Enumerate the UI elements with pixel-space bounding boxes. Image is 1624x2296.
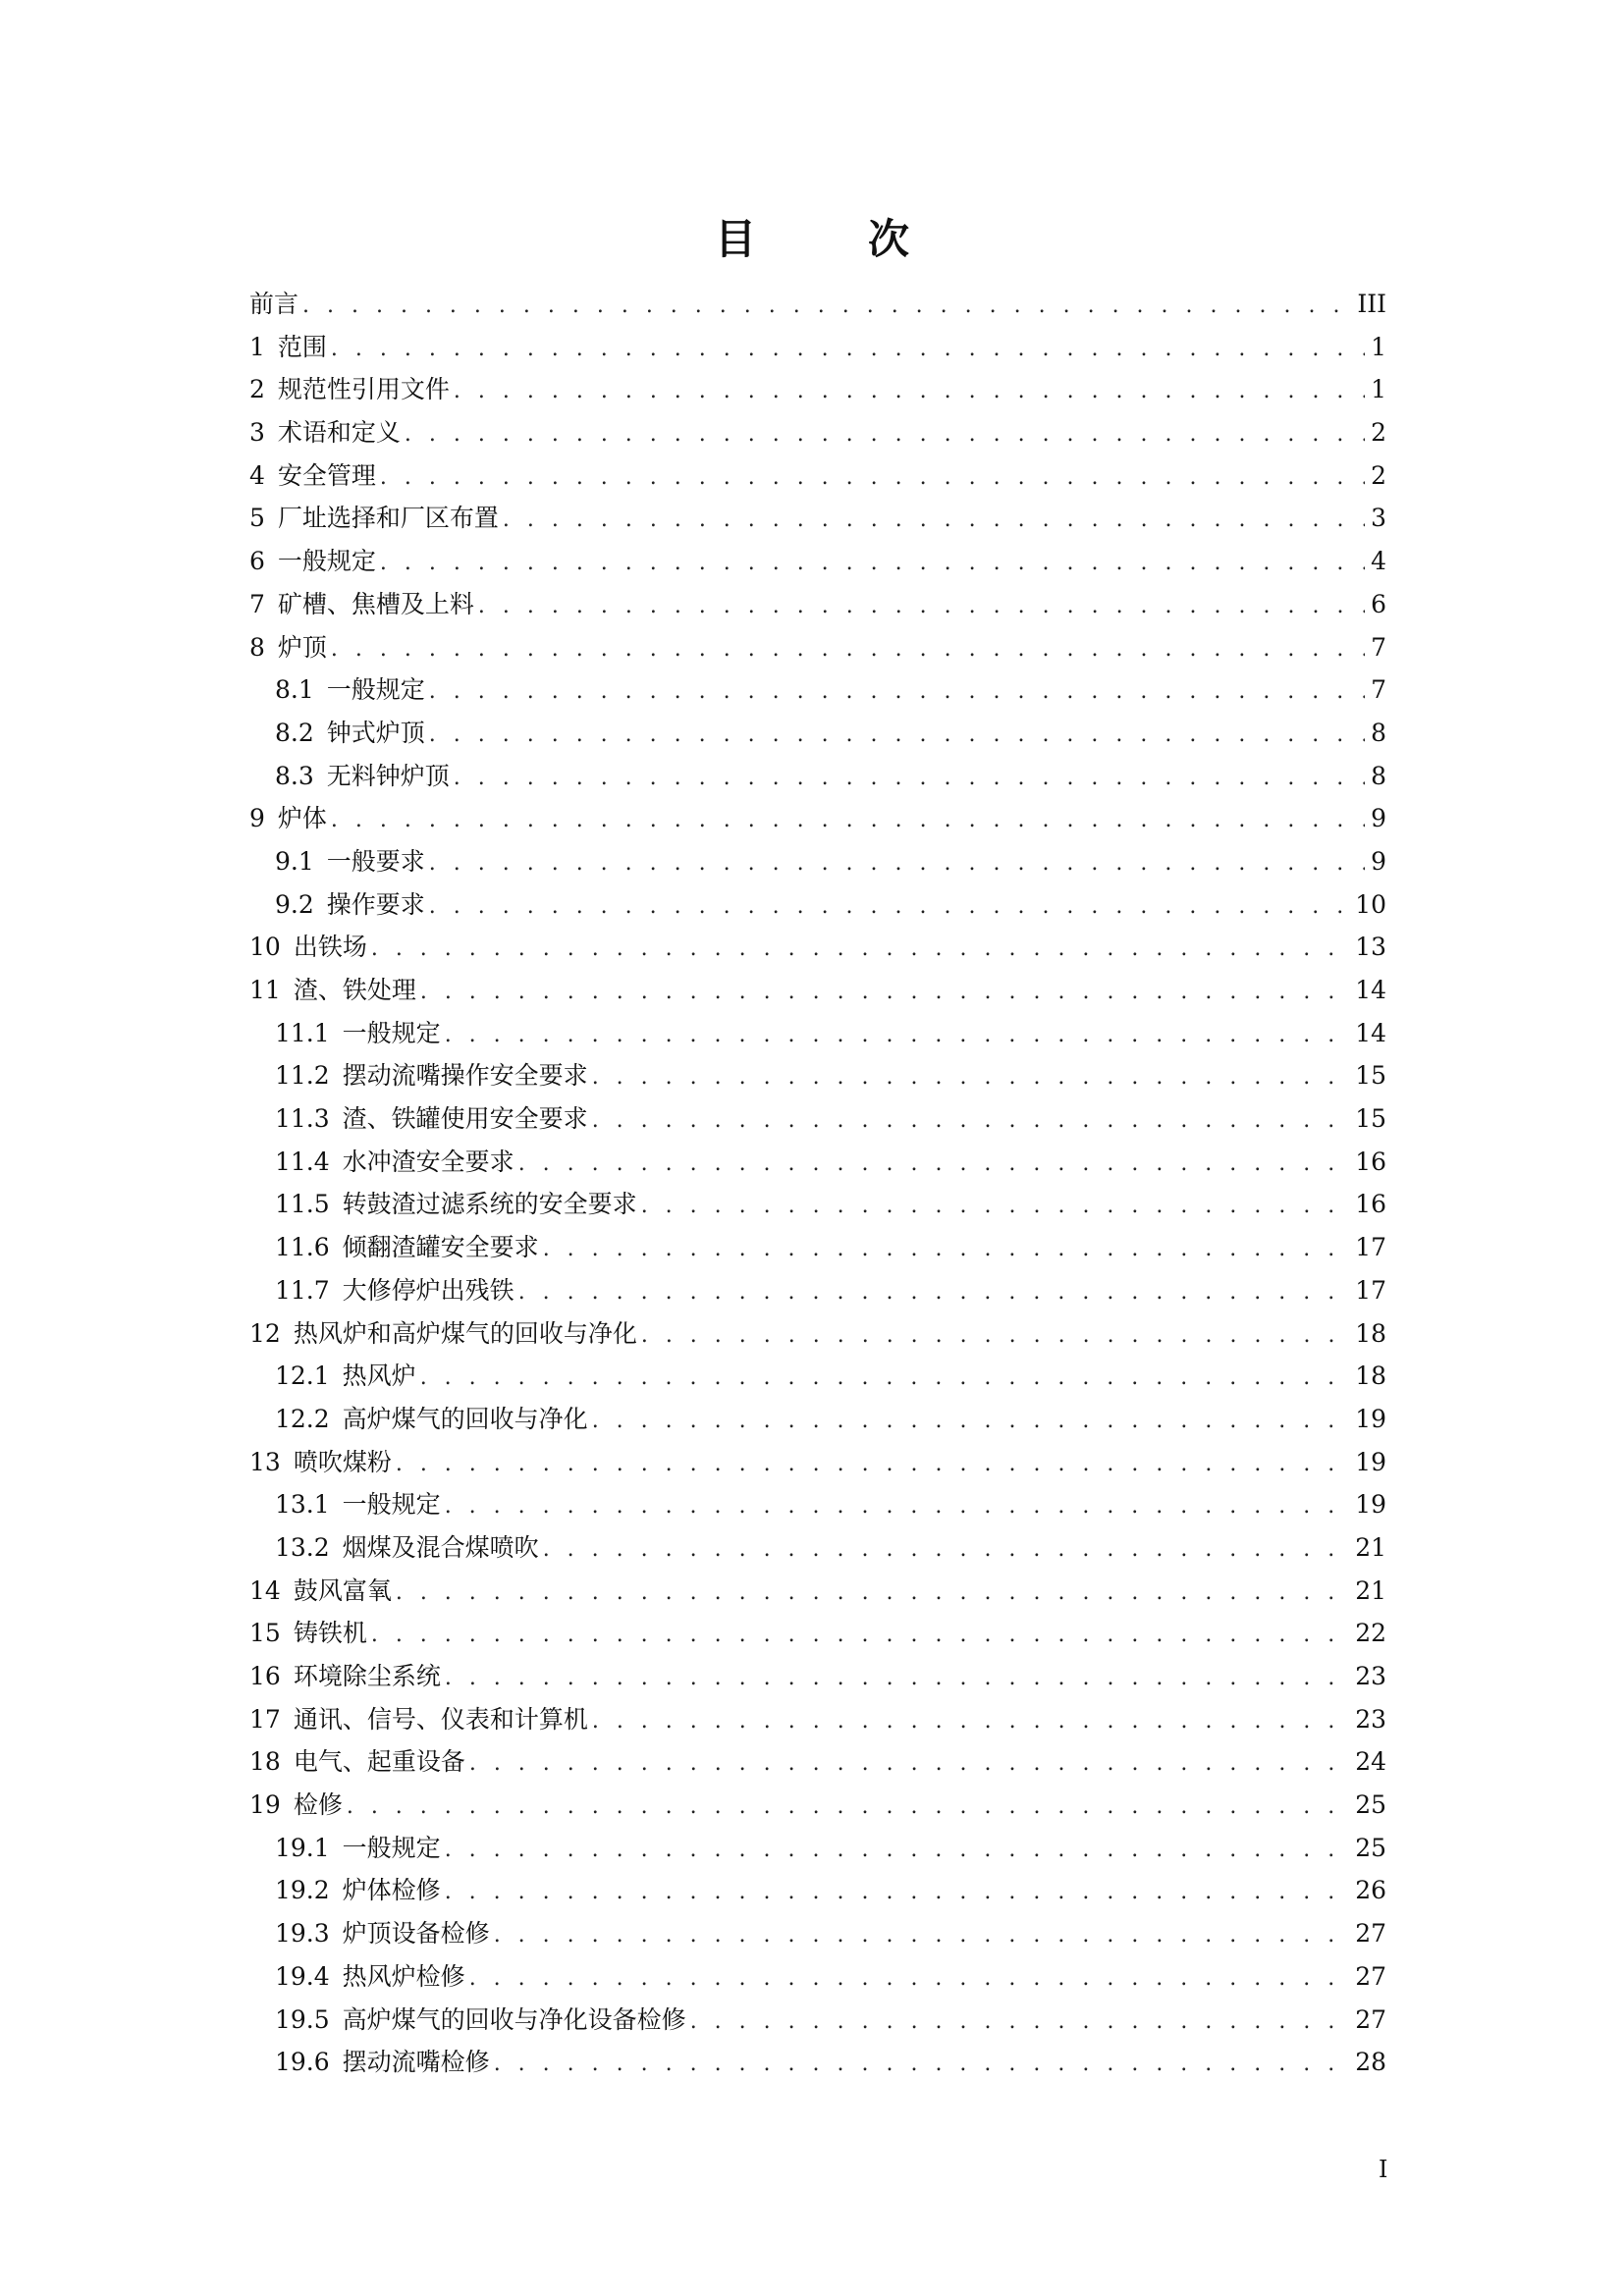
toc-entry-page: 17: [1355, 1275, 1386, 1305]
toc-entry-title: 检修: [293, 1790, 343, 1820]
toc-entry-number: 18: [249, 1747, 281, 1777]
toc-entry-page: 14: [1355, 976, 1386, 1004]
toc-entry[interactable]: [249, 1312, 1386, 1356]
toc-dot-leader: [429, 670, 1365, 714]
toc-entry-title: 炉顶设备检修: [342, 1919, 490, 1949]
toc-entry-title: 一般规定: [326, 675, 425, 705]
toc-dot-leader: [592, 1400, 1350, 1443]
toc-entry-title: 渣、铁罐使用安全要求: [342, 1104, 588, 1134]
toc-dot-leader: [543, 1528, 1350, 1572]
toc-entry-number: 4: [249, 460, 265, 490]
toc-entry-page: 27: [1355, 1919, 1386, 1949]
toc-entry-title: 摆动流嘴检修: [342, 2048, 490, 2077]
toc-entry-title: 操作要求: [326, 889, 425, 919]
toc-entry-page: 15: [1355, 1104, 1386, 1134]
toc-entry-title: 一般规定: [342, 1490, 441, 1520]
toc-entry[interactable]: [249, 1012, 1386, 1055]
toc-entry[interactable]: [249, 1784, 1386, 1827]
toc-entry-number: 12.1: [275, 1362, 330, 1391]
toc-entry[interactable]: [249, 1827, 1386, 1870]
toc-entry-page: 28: [1355, 2048, 1386, 2077]
toc-entry-title: 一般规定: [342, 1833, 441, 1862]
toc-dot-leader: [331, 799, 1365, 842]
toc-entry[interactable]: [249, 755, 1386, 798]
toc-entry-number: 9.2: [275, 889, 314, 919]
toc-entry[interactable]: [249, 540, 1386, 583]
toc-entry-number: 19.1: [275, 1833, 330, 1862]
toc-entry-page: 24: [1355, 1747, 1386, 1777]
toc-entry-title: 转鼓渣过滤系统的安全要求: [342, 1190, 637, 1219]
toc-dot-leader: [302, 285, 1351, 328]
toc-entry-number: 11.2: [275, 1061, 330, 1091]
toc-entry-number: 9.1: [275, 846, 314, 876]
toc-entry-page: 23: [1355, 1662, 1386, 1690]
toc-entry-number: 12.2: [275, 1404, 330, 1433]
toc-entry-title: 通讯、信号、仪表和计算机: [293, 1704, 588, 1734]
toc-entry-title: 前言: [249, 290, 299, 318]
toc-entry-page: 25: [1355, 1790, 1386, 1820]
toc-entry-title: 一般规定: [277, 547, 376, 576]
toc-dot-leader: [429, 714, 1365, 757]
toc-entry-page: 21: [1355, 1532, 1386, 1562]
toc-entry[interactable]: [249, 1054, 1386, 1097]
toc-dot-leader: [494, 1914, 1350, 1957]
toc-entry-page: 1: [1371, 332, 1386, 361]
toc-dot-leader: [454, 757, 1365, 800]
toc-entry-title: 高炉煤气的回收与净化: [342, 1404, 588, 1433]
toc-entry-title: 炉体检修: [342, 1876, 441, 1905]
toc-dot-leader: [396, 1443, 1349, 1486]
toc-entry[interactable]: [249, 1526, 1386, 1570]
toc-entry-page: 2: [1371, 418, 1386, 448]
toc-entry-number: 16: [249, 1662, 281, 1690]
toc-entry-title: 铸铁机: [293, 1619, 367, 1648]
toc-entry[interactable]: [249, 969, 1386, 1012]
toc-entry-title: 倾翻渣罐安全要求: [342, 1233, 539, 1262]
toc-entry-title: 范围: [277, 332, 327, 361]
toc-entry-number: 8.2: [275, 718, 314, 747]
toc-entry-page: 6: [1371, 589, 1386, 618]
toc-entry-number: 19.2: [275, 1876, 330, 1905]
toc-entry-number: 8.3: [275, 761, 314, 790]
toc-entry-number: 9: [249, 804, 265, 833]
toc-entry-page: 27: [1355, 2004, 1386, 2034]
toc-entry-page: 25: [1355, 1833, 1386, 1862]
toc-entry-title: 大修停炉出残铁: [342, 1275, 514, 1305]
toc-dot-leader: [469, 1957, 1350, 2001]
toc-entry-title: 鼓风富氧: [293, 1575, 392, 1605]
toc-entry[interactable]: [249, 1097, 1386, 1141]
toc-entry-page: 8: [1371, 761, 1386, 790]
toc-entry-title: 规范性引用文件: [277, 375, 450, 404]
toc-entry-number: 11.5: [275, 1190, 330, 1219]
toc-entry-page: 7: [1371, 632, 1386, 662]
toc-dot-leader: [420, 971, 1349, 1014]
toc-entry[interactable]: [249, 1912, 1386, 1955]
toc-entry[interactable]: [249, 1869, 1386, 1912]
toc-entry-number: 1: [249, 332, 265, 361]
toc-dot-leader: [445, 1871, 1350, 1914]
toc-dot-leader: [429, 842, 1365, 885]
toc-entry[interactable]: [249, 411, 1386, 454]
toc-entry-page: 19: [1355, 1447, 1386, 1476]
toc-entry-number: 13.1: [275, 1490, 330, 1520]
toc-entry[interactable]: [249, 1398, 1386, 1441]
toc-entry-title: 钟式炉顶: [326, 718, 425, 747]
toc-dot-leader: [478, 585, 1365, 628]
toc-dot-leader: [518, 1143, 1350, 1186]
page-title: 目 次: [714, 215, 945, 263]
toc-dot-leader: [592, 1700, 1349, 1743]
toc-entry-title: 矿槽、焦槽及上料: [277, 589, 474, 618]
toc-entry-page: 7: [1371, 675, 1386, 705]
toc-entry-title: 厂址选择和厂区布置: [277, 504, 499, 533]
toc-entry[interactable]: [249, 497, 1386, 540]
toc-entry[interactable]: [249, 1226, 1386, 1269]
toc-entry-page: 19: [1355, 1404, 1386, 1433]
toc-entry[interactable]: [249, 1740, 1386, 1784]
toc-entry-title: 摆动流嘴操作安全要求: [342, 1061, 588, 1091]
toc-entry-page: 15: [1355, 1061, 1386, 1091]
toc-entry-title: 水冲渣安全要求: [342, 1147, 514, 1176]
toc-entry-number: 19.3: [275, 1919, 330, 1949]
toc-entry-title: 术语和定义: [277, 418, 401, 448]
toc-entry-number: 8: [249, 632, 265, 662]
toc-entry-page: 17: [1355, 1233, 1386, 1262]
toc-dot-leader: [396, 1572, 1349, 1615]
toc-entry[interactable]: [249, 712, 1386, 755]
toc-dot-leader: [454, 370, 1365, 413]
toc-entry-number: 11.7: [275, 1275, 330, 1305]
toc-dot-leader: [641, 1314, 1349, 1358]
toc-entry[interactable]: [249, 454, 1386, 498]
toc-entry-title: 一般规定: [342, 1018, 441, 1047]
toc-entry[interactable]: [249, 1269, 1386, 1312]
toc-dot-leader: [331, 628, 1365, 671]
toc-entry-title: 渣、铁处理: [293, 976, 416, 1004]
page-number: I: [1379, 2156, 1388, 2183]
toc-entry[interactable]: [249, 1698, 1386, 1741]
toc-dot-leader: [469, 1742, 1349, 1786]
toc-entry-number: 13.2: [275, 1532, 330, 1562]
toc-entry-page: 18: [1355, 1318, 1386, 1348]
toc-entry-number: 11.1: [275, 1018, 330, 1047]
toc-entry-title: 热风炉检修: [342, 1961, 465, 1991]
toc-entry-number: 3: [249, 418, 265, 448]
toc-dot-leader: [405, 413, 1365, 456]
toc-entry-title: 出铁场: [293, 933, 367, 962]
toc-dot-leader: [371, 1614, 1349, 1657]
toc-entry-title: 无料钟炉顶: [326, 761, 450, 790]
toc-entry-page: 9: [1371, 804, 1386, 833]
toc-entry-number: 19: [249, 1790, 281, 1820]
toc-entry-title: 烟煤及混合煤喷吹: [342, 1532, 539, 1562]
toc-dot-leader: [641, 1185, 1350, 1228]
toc-entry[interactable]: [249, 1141, 1386, 1184]
toc-entry[interactable]: [249, 583, 1386, 626]
toc-entry-title: 环境除尘系统: [293, 1662, 441, 1690]
toc-dot-leader: [690, 2001, 1350, 2044]
toc-entry-page: 19: [1355, 1490, 1386, 1520]
toc-entry-page: 13: [1355, 933, 1386, 962]
toc-entry[interactable]: [249, 1655, 1386, 1698]
toc-entry[interactable]: [249, 1183, 1386, 1226]
toc-entry[interactable]: [249, 1570, 1386, 1613]
table-of-contents: [249, 283, 1386, 2084]
toc-dot-leader: [331, 328, 1365, 371]
toc-entry[interactable]: [249, 1441, 1386, 1484]
toc-dot-leader: [347, 1786, 1349, 1829]
toc-entry-page: 9: [1371, 846, 1386, 876]
toc-entry-page: 16: [1355, 1190, 1386, 1219]
toc-entry-number: 2: [249, 375, 265, 404]
toc-entry-number: 11.6: [275, 1233, 330, 1262]
toc-entry[interactable]: [249, 368, 1386, 411]
toc-dot-leader: [380, 456, 1365, 500]
toc-entry-number: 13: [249, 1447, 281, 1476]
toc-dot-leader: [543, 1228, 1350, 1271]
toc-entry[interactable]: [249, 1612, 1386, 1655]
toc-dot-leader: [420, 1357, 1350, 1400]
toc-entry-number: 5: [249, 504, 265, 533]
toc-dot-leader: [518, 1271, 1350, 1314]
toc-entry-title: 热风炉和高炉煤气的回收与净化: [293, 1318, 637, 1348]
toc-entry[interactable]: [249, 1483, 1386, 1526]
toc-entry-number: 11: [249, 976, 281, 1004]
toc-entry-title: 炉顶: [277, 632, 327, 662]
toc-entry-page: 18: [1355, 1362, 1386, 1391]
toc-dot-leader: [371, 928, 1349, 971]
toc-entry[interactable]: [249, 1355, 1386, 1398]
toc-entry[interactable]: [249, 883, 1386, 927]
toc-dot-leader: [445, 1829, 1350, 1872]
toc-dot-leader: [429, 885, 1349, 929]
toc-entry-page: 27: [1355, 1961, 1386, 1991]
toc-entry[interactable]: [249, 1999, 1386, 2042]
toc-entry-page: 10: [1355, 889, 1386, 919]
toc-entry-number: 11.3: [275, 1104, 330, 1134]
toc-entry-number: 12: [249, 1318, 281, 1348]
toc-entry-number: 6: [249, 547, 265, 576]
toc-entry-number: 10: [249, 933, 281, 962]
toc-entry[interactable]: [249, 1955, 1386, 1999]
toc-entry-number: 11.4: [275, 1147, 330, 1176]
toc-entry-number: 14: [249, 1575, 281, 1605]
toc-dot-leader: [445, 1485, 1350, 1528]
toc-entry-title: 一般要求: [326, 846, 425, 876]
toc-entry-page: 2: [1371, 460, 1386, 490]
toc-entry-page: 3: [1371, 504, 1386, 533]
toc-dot-leader: [592, 1056, 1350, 1099]
toc-entry-title: 安全管理: [277, 460, 376, 490]
toc-entry-page: 21: [1355, 1575, 1386, 1605]
toc-entry-title: 高炉煤气的回收与净化设备检修: [342, 2004, 686, 2034]
toc-entry[interactable]: [249, 797, 1386, 840]
toc-entry-page: III: [1357, 290, 1386, 318]
toc-entry-title: 炉体: [277, 804, 327, 833]
toc-entry-title: 电气、起重设备: [293, 1747, 465, 1777]
toc-entry-page: 22: [1355, 1619, 1386, 1648]
toc-entry-page: 14: [1355, 1018, 1386, 1047]
toc-entry[interactable]: [249, 668, 1386, 712]
toc-entry-number: 15: [249, 1619, 281, 1648]
toc-entry-number: 17: [249, 1704, 281, 1734]
toc-entry-page: 8: [1371, 718, 1386, 747]
toc-dot-leader: [494, 2043, 1350, 2086]
toc-entry[interactable]: [249, 926, 1386, 969]
toc-entry-number: 7: [249, 589, 265, 618]
toc-entry-number: 19.5: [275, 2004, 330, 2034]
toc-entry-page: 16: [1355, 1147, 1386, 1176]
toc-entry[interactable]: [249, 840, 1386, 883]
toc-entry[interactable]: [249, 283, 1386, 326]
toc-entry-number: 19.4: [275, 1961, 330, 1991]
toc-entry-title: 热风炉: [342, 1362, 416, 1391]
toc-dot-leader: [380, 542, 1365, 585]
toc-dot-leader: [445, 1014, 1350, 1057]
toc-entry[interactable]: [249, 2041, 1386, 2084]
toc-entry[interactable]: [249, 626, 1386, 669]
toc-entry-page: 26: [1355, 1876, 1386, 1905]
toc-entry-page: 4: [1371, 547, 1386, 576]
toc-dot-leader: [503, 499, 1365, 542]
toc-entry-title: 喷吹煤粉: [293, 1447, 392, 1476]
toc-entry-page: 23: [1355, 1704, 1386, 1734]
toc-entry-page: 1: [1371, 375, 1386, 404]
toc-entry-number: 8.1: [275, 675, 314, 705]
toc-entry-number: 19.6: [275, 2048, 330, 2077]
toc-dot-leader: [445, 1657, 1349, 1700]
toc-entry[interactable]: [249, 326, 1386, 369]
toc-dot-leader: [592, 1099, 1350, 1143]
